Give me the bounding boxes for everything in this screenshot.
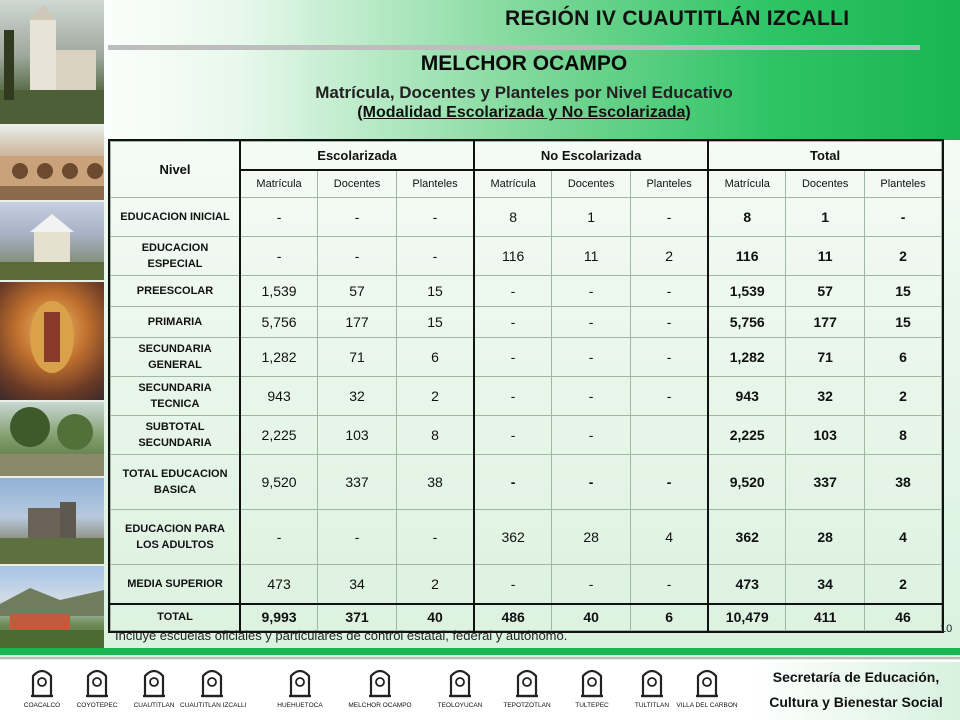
subheader-cell: Matrícula bbox=[474, 170, 552, 198]
ruins-photo bbox=[0, 478, 104, 566]
footnote: Incluye escuelas oficiales y particulares de control estatal, federal y autónomo. bbox=[115, 628, 568, 643]
table-cell: 15 bbox=[865, 307, 942, 338]
table-cell: - bbox=[474, 455, 552, 510]
subheader-cell: Planteles bbox=[865, 170, 942, 198]
table-cell: 57 bbox=[318, 276, 397, 307]
subheader-cell: Docentes bbox=[552, 170, 631, 198]
glyph-icon bbox=[692, 664, 722, 700]
table-cell: 34 bbox=[786, 565, 865, 604]
glyph-icon bbox=[82, 664, 112, 700]
table-cell: 2,225 bbox=[708, 416, 786, 455]
table-cell: 177 bbox=[786, 307, 865, 338]
nivel-label: EDUCACION INICIAL bbox=[111, 198, 241, 237]
table-cell: 177 bbox=[318, 307, 397, 338]
table-cell: 71 bbox=[318, 338, 397, 377]
table-cell: 2 bbox=[396, 565, 474, 604]
table-row bbox=[111, 565, 942, 604]
glyph-icon bbox=[577, 664, 607, 700]
municipality-logo[interactable] bbox=[268, 664, 332, 718]
nivel-label: PRIMARIA bbox=[111, 307, 241, 338]
municipality-label: COACALCO bbox=[23, 702, 61, 709]
municipality-label: TEOLOYUCAN bbox=[437, 702, 483, 709]
table-cell: 8 bbox=[865, 416, 942, 455]
secretaria-box bbox=[752, 662, 960, 720]
municipality-label: CUAUTITLAN IZCALLI bbox=[180, 702, 247, 709]
table-row bbox=[111, 510, 942, 565]
table-cell: 103 bbox=[786, 416, 865, 455]
municipality-label: TEPOTZOTLAN bbox=[503, 702, 551, 709]
table-cell: - bbox=[240, 237, 318, 276]
table-cell: 4 bbox=[865, 510, 942, 565]
kiosk-photo bbox=[0, 202, 104, 282]
municipality-logos bbox=[10, 664, 750, 720]
table-cell: 40 bbox=[396, 604, 474, 631]
table-cell: - bbox=[631, 565, 709, 604]
glyph-icon bbox=[445, 664, 475, 700]
table-cell: 28 bbox=[552, 510, 631, 565]
title-divider bbox=[108, 45, 920, 50]
municipality-label: MELCHOR OCAMPO bbox=[348, 702, 412, 709]
building-photo bbox=[0, 566, 104, 652]
nivel-label: TOTAL bbox=[111, 604, 241, 631]
table-cell: 11 bbox=[552, 237, 631, 276]
table-cell: 57 bbox=[786, 276, 865, 307]
table-cell: - bbox=[631, 455, 709, 510]
table-cell: - bbox=[318, 237, 397, 276]
table-cell: - bbox=[474, 307, 552, 338]
table-cell: 40 bbox=[552, 604, 631, 631]
municipality-label: TULTEPEC bbox=[575, 702, 609, 709]
table-cell: 8 bbox=[474, 198, 552, 237]
table-cell: 2 bbox=[396, 377, 474, 416]
table-cell: 116 bbox=[708, 237, 786, 276]
footer-gray-rule bbox=[0, 657, 960, 659]
table-cell: - bbox=[552, 377, 631, 416]
table-cell: 5,756 bbox=[240, 307, 318, 338]
table-cell: 34 bbox=[318, 565, 397, 604]
table-cell: 8 bbox=[708, 198, 786, 237]
table-cell: 103 bbox=[318, 416, 397, 455]
tree-photo bbox=[0, 402, 104, 478]
table-cell: - bbox=[474, 377, 552, 416]
municipality-label: HUEHUETOCA bbox=[277, 702, 323, 709]
table-cell: - bbox=[240, 198, 318, 237]
table-cell: 6 bbox=[631, 604, 709, 631]
glyph-icon bbox=[197, 664, 227, 700]
table-cell: 116 bbox=[474, 237, 552, 276]
table-cell: 2 bbox=[865, 377, 942, 416]
table-cell: 2,225 bbox=[240, 416, 318, 455]
altar-photo bbox=[0, 282, 104, 402]
nivel-label: MEDIA SUPERIOR bbox=[111, 565, 241, 604]
nivel-label: EDUCACION PARA LOS ADULTOS bbox=[111, 510, 241, 565]
table-cell: 32 bbox=[786, 377, 865, 416]
table-cell: - bbox=[631, 276, 709, 307]
table-cell: 473 bbox=[708, 565, 786, 604]
table-cell bbox=[631, 416, 709, 455]
table-row bbox=[111, 416, 942, 455]
table-cell: - bbox=[474, 338, 552, 377]
footer-green-rule bbox=[0, 648, 960, 655]
table-cell: 943 bbox=[240, 377, 318, 416]
table-cell: 9,520 bbox=[708, 455, 786, 510]
municipality-logo[interactable] bbox=[180, 664, 247, 718]
table-cell: 473 bbox=[240, 565, 318, 604]
table-cell: - bbox=[552, 307, 631, 338]
table-row bbox=[111, 237, 942, 276]
arches-photo bbox=[0, 126, 104, 202]
table-row bbox=[111, 198, 942, 237]
table-cell: - bbox=[631, 377, 709, 416]
group-header-escolarizada: Escolarizada bbox=[240, 142, 474, 171]
glyph-icon bbox=[637, 664, 667, 700]
table-subtitle: Matrícula, Docentes y Planteles por Nivel Educativo bbox=[315, 83, 733, 102]
table-cell: 46 bbox=[865, 604, 942, 631]
table-cell: - bbox=[552, 276, 631, 307]
table-cell: 15 bbox=[396, 276, 474, 307]
group-header-no-escolarizada: No Escolarizada bbox=[474, 142, 708, 171]
table-cell: 10,479 bbox=[708, 604, 786, 631]
table-cell: 6 bbox=[396, 338, 474, 377]
table-body bbox=[111, 198, 942, 631]
table-row bbox=[111, 455, 942, 510]
glyph-icon bbox=[139, 664, 169, 700]
table-cell: - bbox=[552, 338, 631, 377]
nivel-label: SUBTOTAL SECUNDARIA bbox=[111, 416, 241, 455]
table-cell: - bbox=[396, 510, 474, 565]
table-cell: 38 bbox=[396, 455, 474, 510]
table-cell: 362 bbox=[708, 510, 786, 565]
table-cell: 28 bbox=[786, 510, 865, 565]
municipality-label: VILLA DEL CARBON bbox=[676, 702, 738, 709]
table-cell: 411 bbox=[786, 604, 865, 631]
table-cell: - bbox=[552, 565, 631, 604]
table-cell: 2 bbox=[631, 237, 709, 276]
table-cell: 943 bbox=[708, 377, 786, 416]
table-cell: 1 bbox=[552, 198, 631, 237]
municipality-logo[interactable] bbox=[675, 664, 739, 718]
table-cell: 38 bbox=[865, 455, 942, 510]
table-cell: 362 bbox=[474, 510, 552, 565]
municipality-label: CUAUTITLAN bbox=[133, 702, 175, 709]
table-cell: - bbox=[631, 307, 709, 338]
secretaria-line-1: Secretaría de Educación, bbox=[772, 669, 940, 685]
table-row bbox=[111, 377, 942, 416]
table-cell: 9,993 bbox=[240, 604, 318, 631]
subheader-cell: Docentes bbox=[318, 170, 397, 198]
nivel-label: SECUNDARIA TECNICA bbox=[111, 377, 241, 416]
page-title: MELCHOR OCAMPO bbox=[420, 52, 628, 75]
page-number: 10 bbox=[940, 623, 953, 635]
table-cell: 11 bbox=[786, 237, 865, 276]
table-cell: 2 bbox=[865, 565, 942, 604]
table-cell: - bbox=[631, 198, 709, 237]
glyph-icon bbox=[365, 664, 395, 700]
table-cell: 1,539 bbox=[708, 276, 786, 307]
nivel-label: TOTAL EDUCACION BASICA bbox=[111, 455, 241, 510]
enrollment-table bbox=[110, 141, 942, 631]
table-cell: 2 bbox=[865, 237, 942, 276]
table-cell: - bbox=[865, 198, 942, 237]
table-cell: 1,282 bbox=[708, 338, 786, 377]
table-cell: 1,282 bbox=[240, 338, 318, 377]
table-cell: - bbox=[552, 416, 631, 455]
table-cell: 1,539 bbox=[240, 276, 318, 307]
region-title: REGIÓN IV CUAUTITLÁN IZCALLI bbox=[505, 7, 850, 30]
table-cell: - bbox=[474, 565, 552, 604]
municipality-logo[interactable] bbox=[65, 664, 129, 718]
nivel-label: PREESCOLAR bbox=[111, 276, 241, 307]
subheader-cell: Planteles bbox=[396, 170, 474, 198]
subheader-cell: Planteles bbox=[631, 170, 709, 198]
table-cell: 6 bbox=[865, 338, 942, 377]
table-row bbox=[111, 276, 942, 307]
table-cell: 71 bbox=[786, 338, 865, 377]
subheader-cell: Matrícula bbox=[240, 170, 318, 198]
table-row bbox=[111, 338, 942, 377]
table-cell: 4 bbox=[631, 510, 709, 565]
table-cell: 9,520 bbox=[240, 455, 318, 510]
nivel-label: EDUCACION ESPECIAL bbox=[111, 237, 241, 276]
municipality-logo[interactable] bbox=[428, 664, 492, 718]
nivel-label: SECUNDARIA GENERAL bbox=[111, 338, 241, 377]
table-cell: 486 bbox=[474, 604, 552, 631]
table-cell: 1 bbox=[786, 198, 865, 237]
municipality-label: COYOTEPEC bbox=[76, 702, 118, 709]
table-cell: - bbox=[552, 455, 631, 510]
table-cell: 5,756 bbox=[708, 307, 786, 338]
table-cell: - bbox=[474, 416, 552, 455]
municipality-logo[interactable] bbox=[348, 664, 412, 718]
glyph-icon bbox=[512, 664, 542, 700]
table-cell: 32 bbox=[318, 377, 397, 416]
table-cell: 371 bbox=[318, 604, 397, 631]
municipality-label: TULTITLAN bbox=[634, 702, 670, 709]
table-cell: - bbox=[396, 237, 474, 276]
glyph-icon bbox=[27, 664, 57, 700]
table-cell: 15 bbox=[396, 307, 474, 338]
secretaria-line-2: Cultura y Bienestar Social bbox=[769, 694, 943, 710]
table-cell: - bbox=[474, 276, 552, 307]
municipality-logo[interactable] bbox=[122, 664, 186, 718]
municipality-logo[interactable] bbox=[560, 664, 624, 718]
group-header-total: Total bbox=[708, 142, 941, 171]
subheader-cell: Docentes bbox=[786, 170, 865, 198]
municipality-logo[interactable] bbox=[495, 664, 559, 718]
table-cell: - bbox=[631, 338, 709, 377]
table-cell: - bbox=[396, 198, 474, 237]
table-cell: - bbox=[318, 198, 397, 237]
table-modality: (Modalidad Escolarizada y No Escolarizada) bbox=[357, 104, 691, 121]
table-cell: 15 bbox=[865, 276, 942, 307]
table-cell: 337 bbox=[318, 455, 397, 510]
nivel-header: Nivel bbox=[111, 142, 241, 198]
table-row bbox=[111, 307, 942, 338]
subheader-cell: Matrícula bbox=[708, 170, 786, 198]
table-cell: 337 bbox=[786, 455, 865, 510]
table-cell: 8 bbox=[396, 416, 474, 455]
table-cell: - bbox=[318, 510, 397, 565]
glyph-icon bbox=[285, 664, 315, 700]
table-cell: - bbox=[240, 510, 318, 565]
table-row bbox=[111, 604, 942, 631]
